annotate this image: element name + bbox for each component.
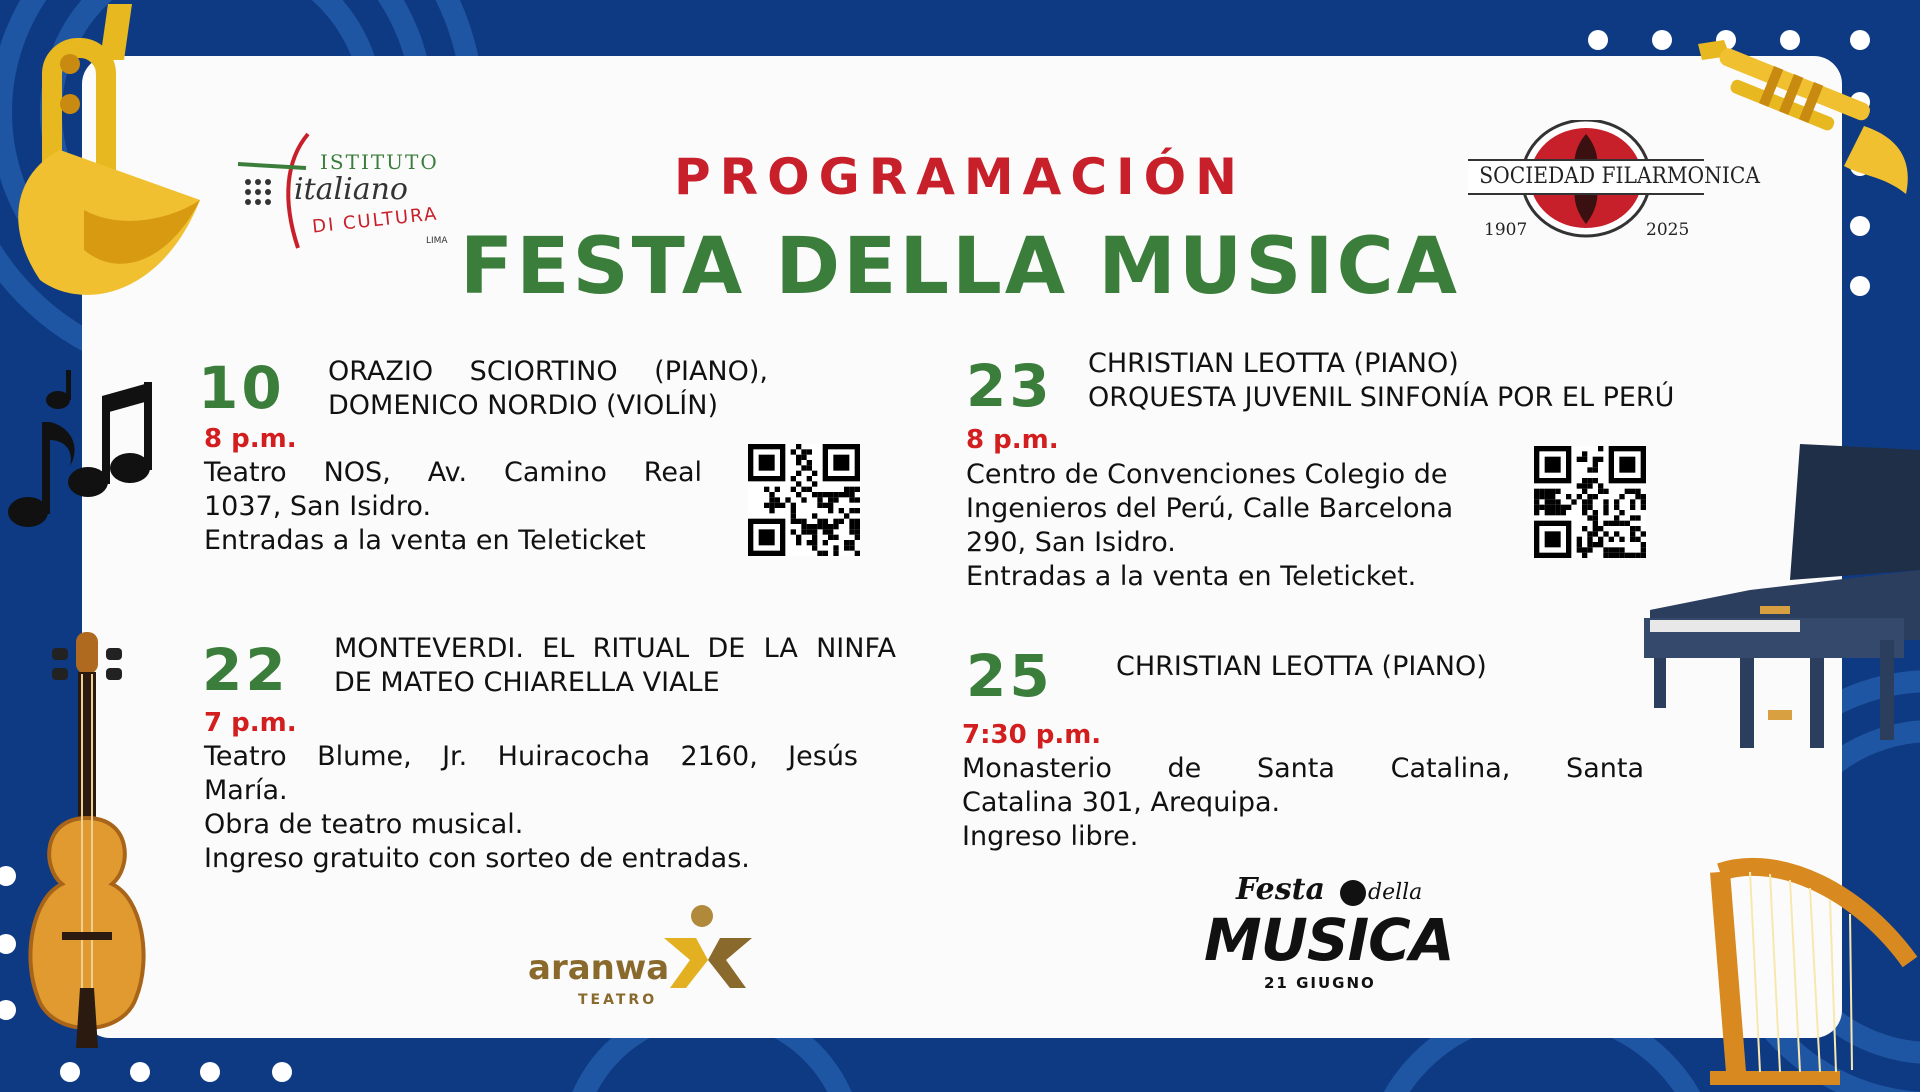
dot-decoration: [0, 866, 16, 886]
aranwa-sub: TEATRO: [578, 992, 658, 1008]
istituto-line4: LIMA: [426, 236, 448, 246]
venue-line: Teatro Blume, Jr. Huiracocha 2160, Jesús: [204, 741, 858, 772]
event-day: 23: [966, 352, 1053, 420]
dot-decoration: [1652, 30, 1672, 50]
filarmonica-year-start: 1907: [1484, 220, 1528, 240]
event-venue: [962, 752, 1644, 854]
dot-decoration: [60, 1062, 80, 1082]
venue-line: Obra de teatro musical.: [204, 809, 524, 840]
festa-logo-line4: 21 GIUGNO: [1264, 974, 1376, 992]
event-day: 22: [202, 636, 289, 704]
venue-line: Catalina 301, Arequipa.: [962, 787, 1281, 818]
qr-code-icon[interactable]: [1534, 446, 1646, 558]
event-day: 25: [966, 642, 1053, 710]
venue-line: Ingenieros del Perú, Calle Barcelona: [966, 493, 1454, 524]
grand-piano-icon: [1640, 440, 1920, 760]
venue-line: Ingreso gratuito con sorteo de entradas.: [204, 843, 750, 874]
dot-decoration: [1588, 30, 1608, 50]
filarmonica-name: SOCIEDAD FILARMONICA: [1479, 164, 1760, 189]
festa-musica-logo: [1200, 872, 1454, 1002]
venue-line: 290, San Isidro.: [966, 527, 1176, 558]
event-artist: [328, 355, 768, 423]
artist-line: DE MATEO CHIARELLA VIALE: [334, 667, 720, 698]
music-notes-icon: [4, 370, 154, 540]
artist-line: DOMENICO NORDIO (VIOLÍN): [328, 390, 718, 421]
aranwa-logo: [528, 904, 758, 1008]
event-artist: [1088, 347, 1728, 415]
istituto-line2: italiano: [294, 172, 408, 207]
artist-line: MONTEVERDI. EL RITUAL DE LA NINFA: [334, 633, 896, 664]
aranwa-name: aranwa: [528, 948, 670, 988]
event-time: 7:30 p.m.: [962, 720, 1102, 750]
artist-line: CHRISTIAN LEOTTA (PIANO): [1116, 651, 1487, 682]
festa-dot-icon: [1338, 878, 1368, 908]
dot-decoration: [0, 1000, 16, 1020]
event-venue: [204, 456, 702, 558]
dot-decoration: [0, 934, 16, 954]
venue-line: María.: [204, 775, 288, 806]
artist-line: CHRISTIAN LEOTTA (PIANO): [1088, 348, 1459, 379]
qr-pattern: [1534, 446, 1646, 558]
artist-line: ORQUESTA JUVENIL SINFONÍA POR EL PERÚ: [1088, 382, 1675, 413]
trumpet-icon: [0, 0, 220, 320]
trumpet-icon: [1694, 26, 1920, 196]
qr-pattern: [748, 444, 860, 556]
istituto-line3: DI CULTURA: [311, 203, 440, 238]
dot-decoration: [130, 1062, 150, 1082]
event-time: 7 p.m.: [204, 708, 297, 738]
event-artist: [1116, 650, 1536, 684]
violin-icon: [22, 628, 182, 1058]
dot-decoration: [200, 1062, 220, 1082]
event-time: 8 p.m.: [204, 424, 297, 454]
harp-icon: [1690, 852, 1920, 1092]
festa-title: FESTA DELLA MUSICA: [459, 222, 1461, 312]
istituto-logo: [236, 130, 456, 250]
festa-logo-line1: Festa: [1236, 872, 1325, 907]
event-venue: [204, 740, 858, 876]
event-day: 10: [198, 354, 285, 422]
venue-line: Teatro NOS, Av. Camino Real: [204, 457, 702, 488]
istituto-line1: ISTITUTO: [320, 150, 439, 174]
venue-line: Monasterio de Santa Catalina, Santa: [962, 753, 1644, 784]
venue-line: Entradas a la venta en Teleticket: [204, 525, 646, 556]
qr-code-icon[interactable]: [748, 444, 860, 556]
venue-line: Centro de Convenciones Colegio de: [966, 459, 1448, 490]
festa-logo-line3: MUSICA: [1204, 906, 1454, 974]
event-venue: [966, 458, 1506, 594]
event-artist: [334, 632, 896, 700]
event-time: 8 p.m.: [966, 425, 1059, 455]
filarmonica-year-end: 2025: [1646, 220, 1690, 240]
festa-logo-line2: della: [1368, 880, 1423, 905]
venue-line: Ingreso libre.: [962, 821, 1139, 852]
filarmonica-logo: [1468, 120, 1760, 244]
venue-line: Entradas a la venta en Teleticket.: [966, 561, 1417, 592]
venue-line: 1037, San Isidro.: [204, 491, 432, 522]
artist-line: ORAZIO SCIORTINO (PIANO),: [328, 356, 768, 387]
dot-decoration: [272, 1062, 292, 1082]
programacion-heading: PROGRAMACIÓN: [674, 148, 1246, 206]
aranwa-emblem-icon: [656, 904, 760, 994]
